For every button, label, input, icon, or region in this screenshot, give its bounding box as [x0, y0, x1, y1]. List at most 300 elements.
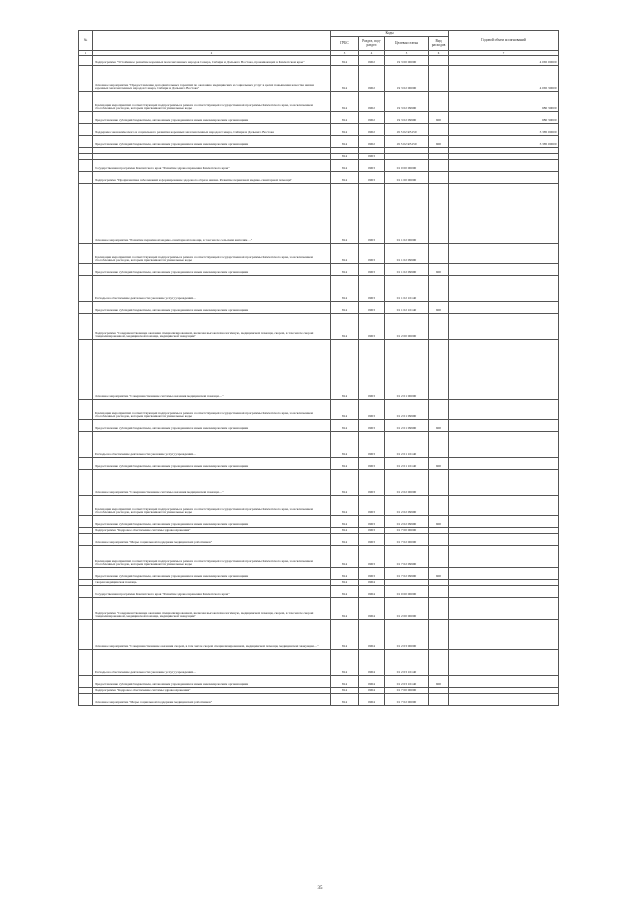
grbs-code-cell: 814	[331, 496, 359, 516]
column-number: 1	[79, 51, 93, 56]
target-article-cell: 01 0 00 00000	[385, 160, 429, 172]
target-article-cell: 01 2 01 09990	[385, 420, 429, 432]
section-code-cell: 0903	[359, 458, 385, 470]
grbs-code-cell: 814	[331, 184, 359, 244]
row-number-cell	[79, 694, 93, 706]
description-text: Предоставление субсидий бюджетным, автономным учреждениям и иным некоммерческим организациям	[94, 271, 249, 275]
expense-kind-cell: 600	[429, 302, 449, 314]
description-text: Подпрограмма "Кадровое обеспечение системы здравоохранения"	[94, 529, 191, 533]
grbs-code-cell: 814	[331, 136, 359, 148]
row-number-cell	[79, 92, 93, 112]
allocation-amount-cell	[449, 694, 559, 706]
description-cell	[93, 676, 331, 688]
grbs-code-cell: 814	[331, 694, 359, 706]
column-number: 2	[93, 51, 331, 56]
header-expense-kind: Вид расходов	[429, 37, 449, 51]
row-number-cell	[79, 136, 93, 148]
header-section: Раздел, под-раздел	[359, 37, 385, 51]
section-code-cell: 0903	[359, 172, 385, 184]
table-row	[79, 92, 559, 112]
section-code-cell: 0902	[359, 66, 385, 92]
table-row	[79, 56, 559, 66]
expense-kind-cell	[429, 92, 449, 112]
description-cell	[93, 314, 331, 340]
header-target-article: Целевая статья	[385, 37, 429, 51]
expense-kind-cell: 600	[429, 676, 449, 688]
table-row	[79, 314, 559, 340]
row-number-cell	[79, 650, 93, 676]
target-article-cell: 01 1 02 09990	[385, 264, 429, 276]
header-grbs: ГРБС	[331, 37, 359, 51]
description-text: Подпрограмма "Кадровое обеспечение системы здравоохранения"	[94, 689, 191, 693]
row-number-cell	[79, 496, 93, 516]
description-text: Подпрограмма "Профилактика заболеваний и формирование здорового образа жизни. Развитие первичной медико-санитарной помощи"	[94, 179, 292, 183]
description-cell	[93, 112, 331, 124]
target-article-cell: 01 2 01 10140	[385, 458, 429, 470]
target-article-cell: 19 3 02 00000	[385, 66, 429, 92]
column-number: 7	[449, 51, 559, 56]
expense-kind-cell	[429, 620, 449, 650]
expense-kind-cell	[429, 314, 449, 340]
description-cell	[93, 276, 331, 302]
table-row	[79, 432, 559, 458]
description-text: Основное мероприятие "Развитие первичной медико-санитарной помощи, в том числе сельским жителям…"	[94, 239, 253, 243]
allocation-amount-cell: 4 065 30000	[449, 66, 559, 92]
table-row	[79, 276, 559, 302]
section-code-cell: 0904	[359, 598, 385, 620]
grbs-code-cell: 814	[331, 154, 359, 160]
description-text: Реализация мероприятий соответствующей подпрограммы в рамках соответствующей государственной программы Камчатского края, за исключением обособленных расходов, которым присваиваются уникальные коды	[94, 559, 313, 567]
expense-kind-cell	[429, 184, 449, 244]
expense-kind-cell	[429, 244, 449, 264]
grbs-code-cell: 814	[331, 546, 359, 568]
section-code-cell: 0902	[359, 92, 385, 112]
description-text: Реализация мероприятий соответствующей подпрограммы в рамках соответствующей государственной программы Камчатского края, за исключением обособленных расходов, которым присваиваются уникальные коды	[94, 103, 313, 111]
row-number-cell	[79, 598, 93, 620]
description-cell	[93, 66, 331, 92]
grbs-code-cell: 814	[331, 688, 359, 694]
description-cell	[93, 458, 331, 470]
expense-kind-cell	[429, 276, 449, 302]
description-cell	[93, 568, 331, 580]
description-text: Предоставление субсидий бюджетным, автономным учреждениям и иным некоммерческим организациям	[94, 309, 249, 313]
grbs-code-cell: 814	[331, 276, 359, 302]
table-row	[79, 420, 559, 432]
description-text: Основное мероприятие "Совершенствование оказания скорой, в том числе скорой специализированной, медицинской помощи, медицинской эвакуации…"	[94, 645, 319, 649]
allocation-amount-cell	[449, 496, 559, 516]
row-number-cell	[79, 470, 93, 496]
description-text: Реализация мероприятий соответствующей подпрограммы в рамках соответствующей государственной программы Камчатского края, за исключением обособленных расходов, которым присваиваются уникальные коды	[94, 255, 313, 263]
expense-kind-cell	[429, 496, 449, 516]
allocation-amount-cell	[449, 516, 559, 528]
table-row	[79, 546, 559, 568]
grbs-code-cell: 814	[331, 586, 359, 598]
target-article-cell: 01 2 02 00000	[385, 470, 429, 496]
description-text: Предоставление субсидий бюджетным, автономным учреждениям и иным некоммерческим организациям	[94, 465, 249, 469]
expense-kind-cell	[429, 172, 449, 184]
table-row	[79, 124, 559, 136]
allocation-amount-cell: 680 30000	[449, 112, 559, 124]
header-total: Годовой объем ассигнований	[449, 31, 559, 51]
section-code-cell: 0903	[359, 314, 385, 340]
grbs-code-cell: 814	[331, 676, 359, 688]
target-article-cell: 01 1 02 10140	[385, 302, 429, 314]
description-text: Основное мероприятие "Совершенствование системы оказания медицинской помощи…"	[94, 491, 224, 495]
description-text: Основное мероприятие "Совершенствование системы оказания медицинской помощи…"	[94, 395, 224, 399]
expense-kind-cell	[429, 66, 449, 92]
page-number: 35	[317, 886, 323, 891]
table-body	[79, 56, 559, 706]
description-cell	[93, 340, 331, 400]
table-row	[79, 184, 559, 244]
table-row	[79, 400, 559, 420]
description-cell	[93, 650, 331, 676]
table-row	[79, 136, 559, 148]
table-row	[79, 470, 559, 496]
description-text: Предоставление субсидий бюджетным, автономным учреждениям и иным некоммерческим организациям	[94, 427, 249, 431]
grbs-code-cell: 814	[331, 516, 359, 528]
table-row	[79, 650, 559, 676]
allocation-amount-cell: 3 385 00000	[449, 136, 559, 148]
description-cell	[93, 534, 331, 546]
grbs-code-cell: 814	[331, 112, 359, 124]
description-text: Предоставление субсидий бюджетным, автономным учреждениям и иным некоммерческим организациям	[94, 143, 249, 147]
description-cell	[93, 420, 331, 432]
row-number-cell	[79, 124, 93, 136]
grbs-code-cell: 814	[331, 56, 359, 66]
description-text: Государственная программа Камчатского края "Развитие здравоохранения Камчатского края"	[94, 167, 230, 171]
target-article-cell: 01 7 00 00000	[385, 528, 429, 534]
description-cell	[93, 516, 331, 528]
allocation-amount-cell: 3 385 00000	[449, 124, 559, 136]
table-row	[79, 160, 559, 172]
allocation-amount-cell	[449, 676, 559, 688]
target-article-cell: 01 2 01 09990	[385, 400, 429, 420]
section-code-cell: 0903	[359, 264, 385, 276]
description-cell	[93, 160, 331, 172]
description-text: Подпрограмма "Совершенствование оказания специализированной, включая высокотехнологичную, медицинской помощи, скорой, в том числе скорой специализированной, медицинской помощи, медицинской эвакуации"	[94, 331, 314, 339]
allocation-amount-cell	[449, 420, 559, 432]
description-cell	[93, 586, 331, 598]
section-code-cell: 0903	[359, 400, 385, 420]
row-number-cell	[79, 516, 93, 528]
expense-kind-cell: 600	[429, 516, 449, 528]
table-row	[79, 172, 559, 184]
description-text: Предоставление субсидий бюджетным, автономным учреждениям и иным некоммерческим организациям	[94, 523, 249, 527]
grbs-code-cell: 814	[331, 160, 359, 172]
grbs-code-cell: 814	[331, 124, 359, 136]
grbs-code-cell: 814	[331, 432, 359, 458]
description-text: Расходы на обеспечение деятельности (оказание услуг) учреждений…	[94, 671, 197, 675]
expense-kind-cell: 600	[429, 420, 449, 432]
grbs-code-cell: 814	[331, 528, 359, 534]
allocation-table	[78, 30, 559, 706]
grbs-code-cell: 814	[331, 650, 359, 676]
description-cell	[93, 264, 331, 276]
row-number-cell	[79, 432, 93, 458]
table-row	[79, 534, 559, 546]
description-text: Реализация мероприятий соответствующей подпрограммы в рамках соответствующей государственной программы Камчатского края, за исключением обособленных расходов, которым присваиваются уникальные коды	[94, 507, 313, 515]
allocation-amount-cell	[449, 650, 559, 676]
grbs-code-cell: 814	[331, 314, 359, 340]
grbs-code-cell: 814	[331, 92, 359, 112]
expense-kind-cell	[429, 586, 449, 598]
description-text: Расходы на обеспечение деятельности (оказание услуг) учреждений…	[94, 453, 197, 457]
section-code-cell: 0903	[359, 546, 385, 568]
row-number-cell	[79, 112, 93, 124]
row-number-cell	[79, 184, 93, 244]
grbs-code-cell: 814	[331, 580, 359, 586]
row-number-cell	[79, 340, 93, 400]
description-cell	[93, 598, 331, 620]
expense-kind-cell	[429, 470, 449, 496]
table-row	[79, 458, 559, 470]
column-number: 5	[385, 51, 429, 56]
header-description	[93, 31, 331, 51]
allocation-amount-cell	[449, 400, 559, 420]
allocation-amount-cell	[449, 160, 559, 172]
table-row	[79, 516, 559, 528]
grbs-code-cell: 814	[331, 302, 359, 314]
section-code-cell: 0903	[359, 244, 385, 264]
allocation-amount-cell	[449, 276, 559, 302]
expense-kind-cell: 600	[429, 264, 449, 276]
description-text: Основное мероприятие "Меры социальной поддержки медицинских работников"	[94, 541, 213, 545]
grbs-code-cell: 814	[331, 66, 359, 92]
allocation-amount-cell	[449, 172, 559, 184]
target-article-cell: 01 7 02 09990	[385, 546, 429, 568]
grbs-code-cell: 814	[331, 244, 359, 264]
description-cell	[93, 400, 331, 420]
target-article-cell: 01 2 03 10140	[385, 676, 429, 688]
row-number-cell	[79, 676, 93, 688]
row-number-cell	[79, 546, 93, 568]
header-codes: Коды	[331, 31, 449, 37]
target-article-cell: 01 2 02 09990	[385, 496, 429, 516]
allocation-amount-cell	[449, 184, 559, 244]
section-code-cell: 0903	[359, 302, 385, 314]
table-row	[79, 244, 559, 264]
grbs-code-cell: 814	[331, 620, 359, 650]
grbs-code-cell: 814	[331, 568, 359, 580]
row-number-cell	[79, 400, 93, 420]
target-article-cell: 19 3 02 R5150	[385, 136, 429, 148]
section-code-cell: 0903	[359, 516, 385, 528]
row-number-cell	[79, 264, 93, 276]
description-cell	[93, 136, 331, 148]
table-row	[79, 340, 559, 400]
table-row	[79, 586, 559, 598]
description-cell	[93, 302, 331, 314]
expense-kind-cell	[429, 56, 449, 66]
description-text: Реализация мероприятий соответствующей подпрограммы в рамках соответствующей государственной программы Камчатского края, за исключением обособленных расходов, которым присваиваются уникальные коды	[94, 411, 313, 419]
section-code-cell: 0903	[359, 160, 385, 172]
description-cell	[93, 496, 331, 516]
target-article-cell: 19 3 02 09990	[385, 112, 429, 124]
expense-kind-cell: 600	[429, 458, 449, 470]
section-code-cell: 0902	[359, 136, 385, 148]
description-text: Предоставление субсидий бюджетным, автономным учреждениям и иным некоммерческим организациям	[94, 575, 249, 579]
allocation-amount-cell	[449, 534, 559, 546]
description-text: Основное мероприятие "Предоставление дополнительных гарантий по оказанию медицинских и социальных услуг в целях повышения качества жизни коренных малочисленных народов Севера, Сибири и Дальнего Востока"	[94, 83, 314, 91]
table-row	[79, 676, 559, 688]
description-cell	[93, 172, 331, 184]
section-code-cell: 0904	[359, 586, 385, 598]
column-number: 6	[429, 51, 449, 56]
table-row	[79, 598, 559, 620]
description-text: Расходы на обеспечение деятельности (оказание услуг) учреждений…	[94, 297, 197, 301]
target-article-cell: 01 2 00 00000	[385, 314, 429, 340]
table-row	[79, 264, 559, 276]
description-cell	[93, 546, 331, 568]
column-number: 4	[359, 51, 385, 56]
expense-kind-cell: 600	[429, 112, 449, 124]
allocation-amount-cell	[449, 432, 559, 458]
allocation-amount-cell	[449, 586, 559, 598]
row-number-cell	[79, 458, 93, 470]
table-row	[79, 694, 559, 706]
allocation-amount-cell	[449, 598, 559, 620]
target-article-cell: 01 0 00 00000	[385, 586, 429, 598]
column-number: 3	[331, 51, 359, 56]
section-code-cell: 0904	[359, 650, 385, 676]
description-text: Скорая медицинская помощь	[94, 581, 137, 585]
row-number-cell	[79, 302, 93, 314]
expense-kind-cell	[429, 694, 449, 706]
expense-kind-cell	[429, 534, 449, 546]
target-article-cell: 01 7 02 09990	[385, 568, 429, 580]
expense-kind-cell	[429, 546, 449, 568]
table-row	[79, 496, 559, 516]
target-article-cell: 01 1 02 10140	[385, 276, 429, 302]
description-text: Подпрограмма "Устойчивое развитие коренных малочисленных народов Севера, Сибири и Дальнего Востока, проживающих в Камчатском крае"	[94, 61, 305, 65]
section-code-cell: 0903	[359, 568, 385, 580]
grbs-code-cell: 814	[331, 534, 359, 546]
target-article-cell: 01 7 00 00000	[385, 688, 429, 694]
expense-kind-cell	[429, 124, 449, 136]
description-cell	[93, 92, 331, 112]
description-text: Государственная программа Камчатского края "Развитие здравоохранения Камчатского края"	[94, 593, 230, 597]
section-code-cell: 0903	[359, 432, 385, 458]
row-number-cell	[79, 56, 93, 66]
section-code-cell: 0903	[359, 340, 385, 400]
grbs-code-cell: 814	[331, 172, 359, 184]
allocation-amount-cell	[449, 244, 559, 264]
description-text: Предоставление субсидий бюджетным, автономным учреждениям и иным некоммерческим организациям	[94, 119, 249, 123]
section-code-cell: 0902	[359, 112, 385, 124]
section-code-cell: 0903	[359, 420, 385, 432]
allocation-amount-cell	[449, 314, 559, 340]
expense-kind-cell	[429, 650, 449, 676]
target-article-cell: 01 1 02 09990	[385, 244, 429, 264]
row-number-cell	[79, 160, 93, 172]
table-row	[79, 620, 559, 650]
row-number-cell	[79, 620, 93, 650]
section-code-cell: 0904	[359, 620, 385, 650]
expense-kind-cell	[429, 160, 449, 172]
section-code-cell: 0903	[359, 496, 385, 516]
section-code-cell: 0903	[359, 276, 385, 302]
section-code-cell: 0903	[359, 470, 385, 496]
description-text: Подпрограмма "Совершенствование оказания специализированной, включая высокотехнологичную, медицинской помощи, скорой, в том числе скорой специализированной, медицинской помощи, медицинской эвакуации"	[94, 611, 314, 619]
expense-kind-cell: 600	[429, 568, 449, 580]
row-number-cell	[79, 586, 93, 598]
expense-kind-cell: 600	[429, 136, 449, 148]
allocation-amount-cell	[449, 620, 559, 650]
allocation-amount-cell	[449, 470, 559, 496]
expense-kind-cell	[429, 598, 449, 620]
allocation-amount-cell	[449, 546, 559, 568]
target-article-cell: 01 7 02 00000	[385, 694, 429, 706]
target-article-cell: 01 2 03 00000	[385, 620, 429, 650]
row-number-cell	[79, 534, 93, 546]
row-number-cell	[79, 420, 93, 432]
description-cell	[93, 56, 331, 66]
allocation-amount-cell	[449, 264, 559, 276]
target-article-cell: 01 2 02 09990	[385, 516, 429, 528]
allocation-amount-cell	[449, 568, 559, 580]
description-cell	[93, 694, 331, 706]
description-text: Поддержка экономического и социального развития коренных малочисленных народов Севера, Сибири и Дальнего Востока	[94, 131, 275, 135]
section-code-cell: 0903	[359, 154, 385, 160]
expense-kind-cell	[429, 340, 449, 400]
target-article-cell: 01 1 02 00000	[385, 184, 429, 244]
row-number-cell	[79, 244, 93, 264]
section-code-cell: 0904	[359, 676, 385, 688]
target-article-cell: 01 1 00 00000	[385, 172, 429, 184]
description-cell	[93, 432, 331, 458]
section-code-cell: 0904	[359, 580, 385, 586]
table-row	[79, 112, 559, 124]
grbs-code-cell: 814	[331, 470, 359, 496]
row-number-cell	[79, 276, 93, 302]
row-number-cell	[79, 314, 93, 340]
allocation-amount-cell	[449, 302, 559, 314]
table-row	[79, 568, 559, 580]
description-cell	[93, 124, 331, 136]
section-code-cell: 0903	[359, 528, 385, 534]
target-article-cell: 01 2 01 00000	[385, 340, 429, 400]
grbs-code-cell: 814	[331, 400, 359, 420]
grbs-code-cell: 814	[331, 598, 359, 620]
description-text: Основное мероприятие "Меры социальной поддержки медицинских работников"	[94, 701, 213, 705]
target-article-cell: 19 3 00 00000	[385, 56, 429, 66]
description-cell	[93, 620, 331, 650]
table-row	[79, 66, 559, 92]
section-code-cell: 0904	[359, 688, 385, 694]
section-code-cell: 0903	[359, 184, 385, 244]
section-code-cell: 0904	[359, 694, 385, 706]
allocation-amount-cell: 680 30000	[449, 92, 559, 112]
description-cell	[93, 244, 331, 264]
allocation-amount-cell	[449, 340, 559, 400]
expense-kind-cell	[429, 432, 449, 458]
allocation-amount-cell: 4 065 00000	[449, 56, 559, 66]
row-number-cell	[79, 568, 93, 580]
grbs-code-cell: 814	[331, 420, 359, 432]
target-article-cell: 01 2 01 10140	[385, 432, 429, 458]
header-number: №	[79, 31, 93, 51]
target-article-cell: 01 2 00 00000	[385, 598, 429, 620]
target-article-cell: 01 2 03 10140	[385, 650, 429, 676]
description-cell	[93, 184, 331, 244]
row-number-cell	[79, 66, 93, 92]
grbs-code-cell: 814	[331, 340, 359, 400]
grbs-code-cell: 814	[331, 458, 359, 470]
grbs-code-cell: 814	[331, 264, 359, 276]
target-article-cell: 01 7 02 00000	[385, 534, 429, 546]
allocation-amount-cell	[449, 458, 559, 470]
